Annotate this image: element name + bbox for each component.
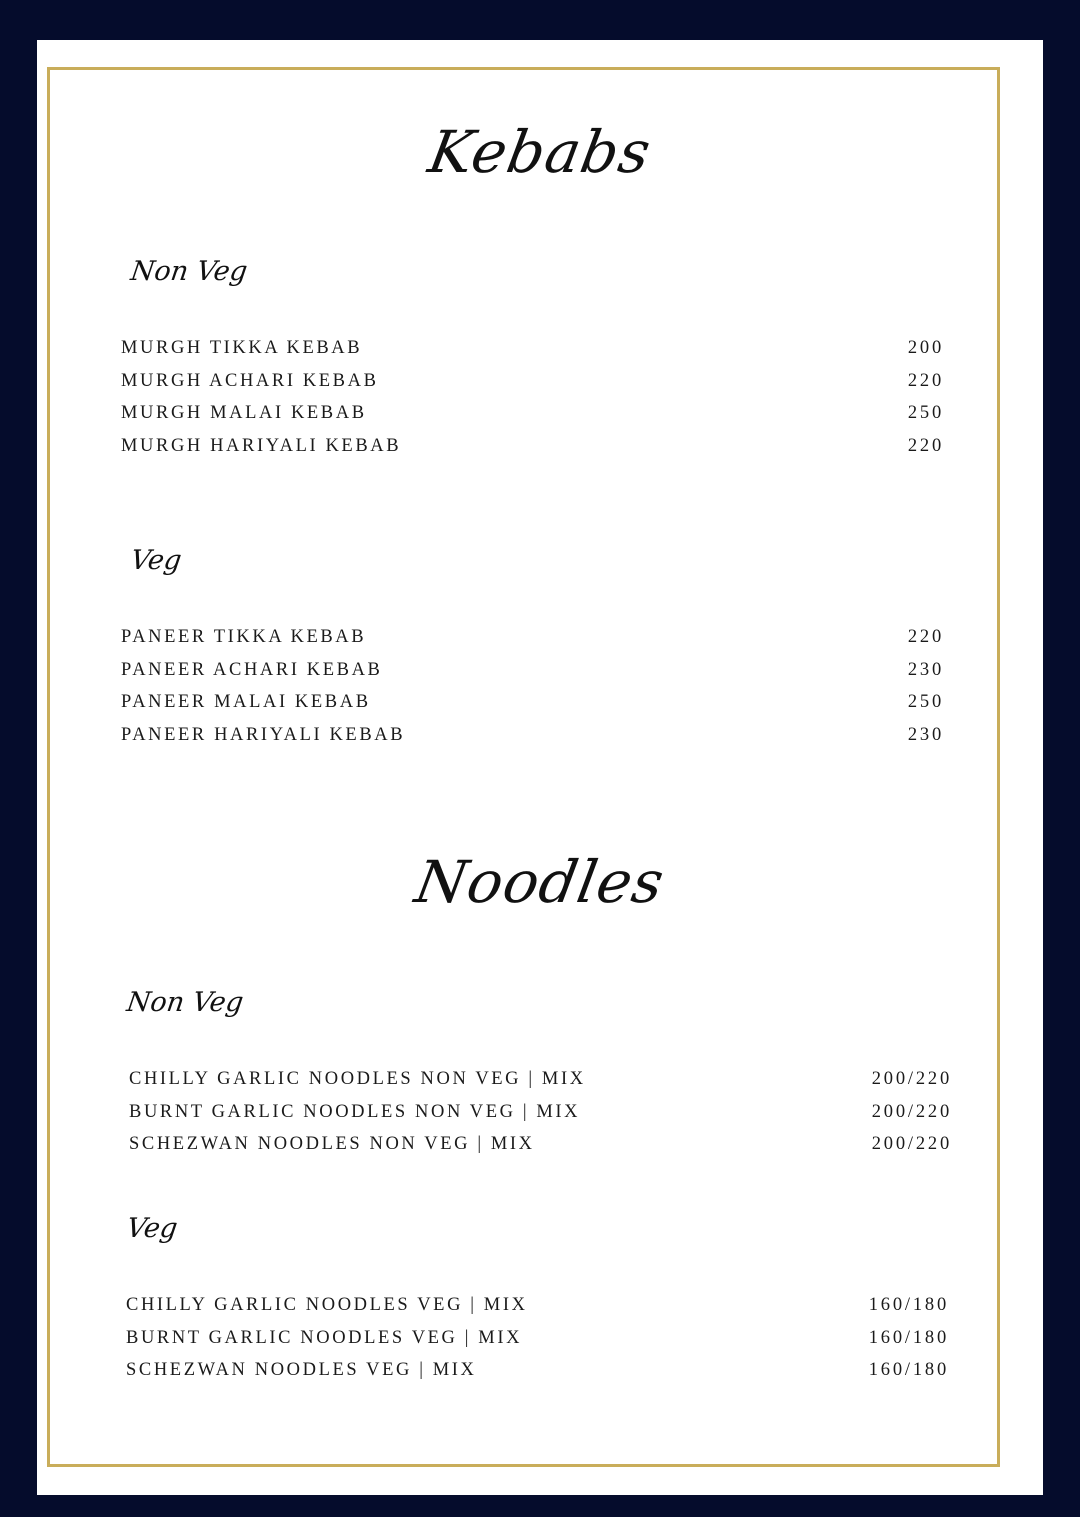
group-label-kebabs-veg: Veg (128, 545, 184, 576)
item-price: 220 (907, 436, 944, 457)
item-price: 160/180 (868, 1327, 949, 1348)
menu-item (129, 1128, 952, 1161)
item-price: 230 (907, 725, 944, 746)
group-label-noodles-non-veg: Non Veg (124, 987, 246, 1018)
item-name: BURNT GARLIC NOODLES NON VEG | MIX (129, 1101, 581, 1122)
menu-item (126, 1322, 949, 1355)
item-price: 200/220 (871, 1101, 952, 1122)
item-price: 200/220 (871, 1069, 952, 1089)
item-name: PANEER TIKKA KEBAB (121, 627, 367, 647)
section-title-noodles: Noodles (410, 848, 670, 916)
item-name: MURGH HARIYALI KEBAB (121, 436, 402, 457)
menu-item (121, 365, 944, 398)
menu-item (126, 1354, 949, 1387)
item-name: PANEER MALAI KEBAB (121, 692, 371, 713)
item-name: CHILLY GARLIC NOODLES VEG | MIX (126, 1295, 528, 1315)
item-name: MURGH ACHARI KEBAB (121, 370, 379, 391)
menu-item (121, 621, 944, 654)
item-price: 220 (907, 370, 944, 391)
item-price: 200 (907, 338, 944, 358)
item-name: PANEER ACHARI KEBAB (121, 659, 383, 680)
section-title-kebabs: Kebabs (423, 118, 657, 186)
item-price: 160/180 (868, 1295, 949, 1315)
menu-item (126, 1289, 949, 1322)
menu-item (121, 332, 944, 365)
item-name: MURGH MALAI KEBAB (121, 403, 367, 424)
item-price: 220 (907, 627, 944, 647)
item-price: 200/220 (871, 1134, 952, 1155)
menu-item (121, 686, 944, 719)
item-name: MURGH TIKKA KEBAB (121, 338, 363, 358)
item-list-noodles-veg (126, 1289, 949, 1387)
item-price: 250 (907, 403, 944, 424)
group-label-kebabs-non-veg: Non Veg (128, 256, 250, 287)
item-list-kebabs-veg (121, 621, 944, 752)
item-price: 250 (907, 692, 944, 713)
menu-item (129, 1063, 952, 1096)
menu-item (121, 654, 944, 687)
menu-item (121, 397, 944, 430)
item-list-noodles-non-veg (129, 1063, 952, 1161)
item-price: 230 (907, 659, 944, 680)
menu-item (129, 1096, 952, 1129)
item-name: CHILLY GARLIC NOODLES NON VEG | MIX (129, 1069, 586, 1089)
item-price: 160/180 (868, 1360, 949, 1381)
group-label-noodles-veg: Veg (124, 1213, 180, 1244)
item-name: BURNT GARLIC NOODLES VEG | MIX (126, 1327, 523, 1348)
menu-item (121, 719, 944, 752)
item-list-kebabs-non-veg (121, 332, 944, 463)
item-name: SCHEZWAN NOODLES VEG | MIX (126, 1360, 477, 1381)
menu-item (121, 430, 944, 463)
item-name: SCHEZWAN NOODLES NON VEG | MIX (129, 1134, 535, 1155)
item-name: PANEER HARIYALI KEBAB (121, 725, 406, 746)
